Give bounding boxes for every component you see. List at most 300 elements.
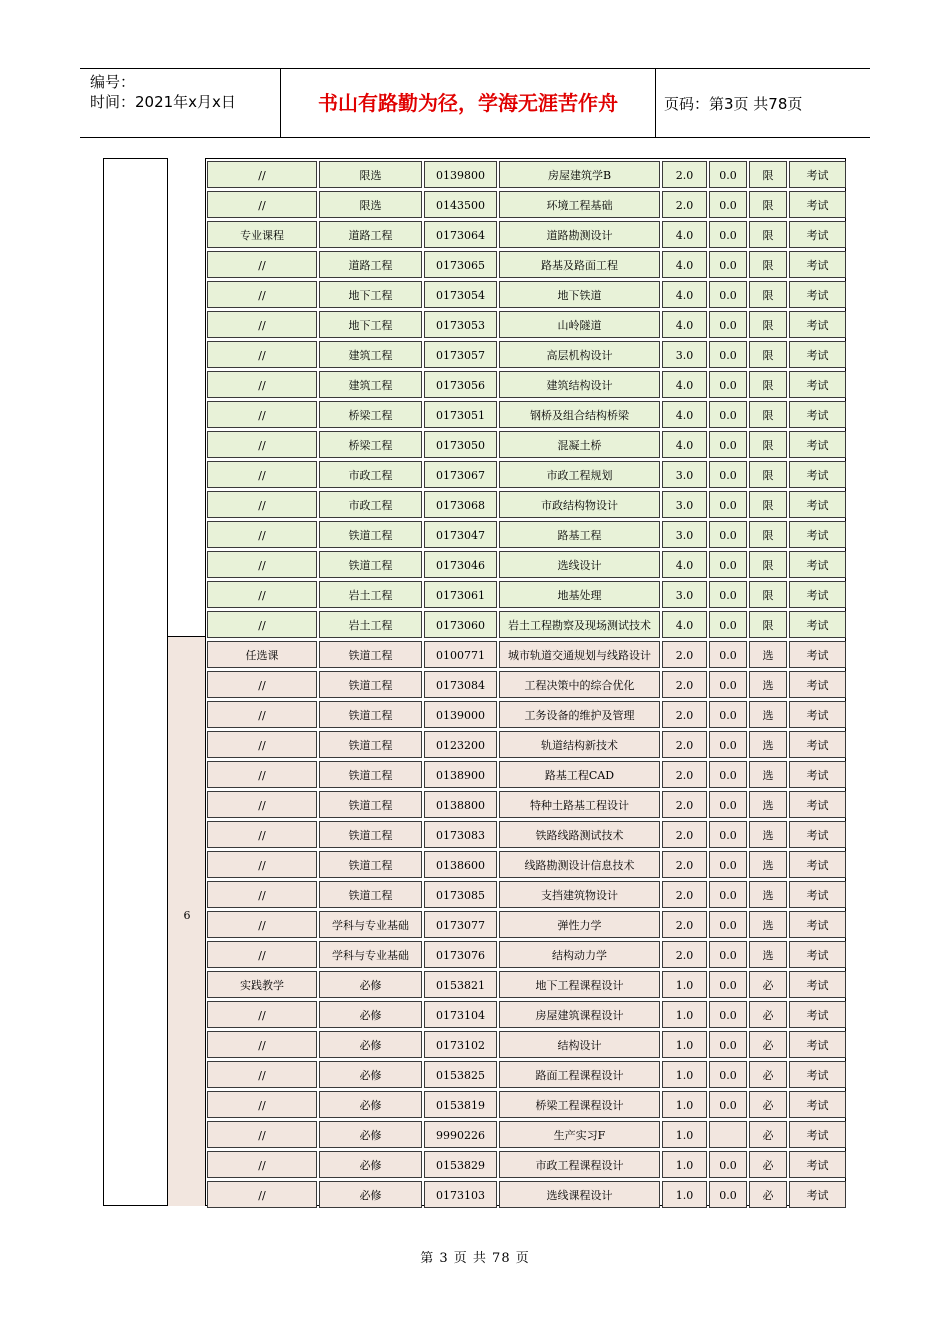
category-cell: // (207, 341, 317, 368)
table-row (206, 940, 846, 970)
course-type-cell: 选 (749, 821, 787, 848)
course-type-cell: 选 (749, 851, 787, 878)
course-code-cell: 0153829 (424, 1151, 497, 1178)
direction-cell: 铁道工程 (319, 791, 422, 818)
course-code-cell: 0173051 (424, 401, 497, 428)
extra-hours-cell: 0.0 (709, 311, 747, 338)
extra-hours-cell: 0.0 (709, 1181, 747, 1208)
table-row (206, 250, 846, 280)
table-row (206, 1120, 846, 1150)
direction-cell: 限选 (319, 191, 422, 218)
course-name-cell: 地下工程课程设计 (499, 971, 660, 998)
course-code-cell: 0138600 (424, 851, 497, 878)
direction-cell: 铁道工程 (319, 641, 422, 668)
category-cell: // (207, 1061, 317, 1088)
credit-cell: 2.0 (662, 881, 707, 908)
extra-hours-cell: 0.0 (709, 341, 747, 368)
credit-cell: 1.0 (662, 1181, 707, 1208)
course-type-cell: 选 (749, 761, 787, 788)
course-type-cell: 限 (749, 431, 787, 458)
table-row (206, 790, 846, 820)
extra-hours-cell: 0.0 (709, 671, 747, 698)
course-type-cell: 限 (749, 491, 787, 518)
credit-cell: 2.0 (662, 161, 707, 188)
header-divider (655, 69, 656, 137)
course-type-cell: 必 (749, 1061, 787, 1088)
course-name-cell: 市政工程规划 (499, 461, 660, 488)
course-type-cell: 选 (749, 791, 787, 818)
category-cell: // (207, 461, 317, 488)
header-motto: 书山有路勤为径，学海无涯苦作舟 (318, 91, 618, 115)
assessment-cell: 考试 (789, 461, 846, 488)
extra-hours-cell: 0.0 (709, 251, 747, 278)
assessment-cell: 考试 (789, 221, 846, 248)
table-row (206, 1150, 846, 1180)
table-row (206, 280, 846, 310)
table-row (206, 490, 846, 520)
course-type-cell: 选 (749, 881, 787, 908)
category-cell: // (207, 791, 317, 818)
table-row (206, 640, 846, 670)
page-footer: 第 3 页 共 78 页 (420, 1251, 530, 1266)
credit-cell: 4.0 (662, 281, 707, 308)
course-type-cell: 必 (749, 971, 787, 998)
category-cell: 实践教学 (207, 971, 317, 998)
course-type-cell: 必 (749, 1001, 787, 1028)
direction-cell: 必修 (319, 971, 422, 998)
category-cell: // (207, 611, 317, 638)
course-code-cell: 0139800 (424, 161, 497, 188)
course-name-cell: 道路勘测设计 (499, 221, 660, 248)
table-left-column (103, 158, 168, 1206)
course-name-cell: 轨道结构新技术 (499, 731, 660, 758)
table-row (206, 220, 846, 250)
course-code-cell: 0123200 (424, 731, 497, 758)
semester-number: 6 (183, 909, 191, 922)
direction-cell: 必修 (319, 1031, 422, 1058)
course-name-cell: 环境工程基础 (499, 191, 660, 218)
course-name-cell: 钢桥及组合结构桥梁 (499, 401, 660, 428)
category-cell: // (207, 371, 317, 398)
course-type-cell: 限 (749, 191, 787, 218)
table-row (206, 370, 846, 400)
assessment-cell: 考试 (789, 371, 846, 398)
category-cell: // (207, 1001, 317, 1028)
extra-hours-cell: 0.0 (709, 911, 747, 938)
table-row (206, 610, 846, 640)
direction-cell: 建筑工程 (319, 371, 422, 398)
category-cell: // (207, 311, 317, 338)
credit-cell: 4.0 (662, 311, 707, 338)
direction-cell: 学科与专业基础 (319, 911, 422, 938)
course-name-cell: 岩土工程勘察及现场测试技术 (499, 611, 660, 638)
table-row (206, 760, 846, 790)
credit-cell: 1.0 (662, 1151, 707, 1178)
credit-cell: 1.0 (662, 1031, 707, 1058)
course-name-cell: 线路勘测设计信息技术 (499, 851, 660, 878)
header-page-label: 页码：第3页 共78页 (664, 95, 803, 113)
credit-cell: 3.0 (662, 521, 707, 548)
direction-cell: 必修 (319, 1091, 422, 1118)
direction-cell: 铁道工程 (319, 551, 422, 578)
course-name-cell: 铁路线路测试技术 (499, 821, 660, 848)
table-row (206, 1000, 846, 1030)
course-name-cell: 桥梁工程课程设计 (499, 1091, 660, 1118)
category-cell: 专业课程 (207, 221, 317, 248)
course-type-cell: 限 (749, 611, 787, 638)
course-code-cell: 0139000 (424, 701, 497, 728)
course-name-cell: 弹性力学 (499, 911, 660, 938)
page-header (80, 68, 870, 138)
course-code-cell: 0173061 (424, 581, 497, 608)
assessment-cell: 考试 (789, 731, 846, 758)
course-name-cell: 结构动力学 (499, 941, 660, 968)
course-name-cell: 工务设备的维护及管理 (499, 701, 660, 728)
credit-cell: 2.0 (662, 671, 707, 698)
course-name-cell: 选线设计 (499, 551, 660, 578)
table-row (206, 400, 846, 430)
course-code-cell: 0153821 (424, 971, 497, 998)
number-label: 编号： (90, 73, 136, 91)
course-type-cell: 选 (749, 731, 787, 758)
category-cell: // (207, 1121, 317, 1148)
category-cell: // (207, 941, 317, 968)
assessment-cell: 考试 (789, 881, 846, 908)
category-cell: // (207, 1091, 317, 1118)
table-row (206, 1060, 846, 1090)
extra-hours-cell: 0.0 (709, 1031, 747, 1058)
category-cell: // (207, 701, 317, 728)
category-cell: // (207, 671, 317, 698)
assessment-cell: 考试 (789, 341, 846, 368)
direction-cell: 建筑工程 (319, 341, 422, 368)
assessment-cell: 考试 (789, 971, 846, 998)
course-type-cell: 必 (749, 1181, 787, 1208)
extra-hours-cell: 0.0 (709, 731, 747, 758)
course-code-cell: 0138900 (424, 761, 497, 788)
course-type-cell: 必 (749, 1151, 787, 1178)
credit-cell: 4.0 (662, 401, 707, 428)
table-row (206, 1180, 846, 1210)
credit-cell: 4.0 (662, 251, 707, 278)
direction-cell: 铁道工程 (319, 851, 422, 878)
assessment-cell: 考试 (789, 1121, 846, 1148)
course-name-cell: 高层机构设计 (499, 341, 660, 368)
credit-cell: 3.0 (662, 341, 707, 368)
extra-hours-cell: 0.0 (709, 581, 747, 608)
direction-cell: 岩土工程 (319, 611, 422, 638)
credit-cell: 1.0 (662, 1121, 707, 1148)
direction-cell: 市政工程 (319, 461, 422, 488)
extra-hours-cell: 0.0 (709, 881, 747, 908)
extra-hours-cell: 0.0 (709, 461, 747, 488)
course-type-cell: 限 (749, 161, 787, 188)
course-name-cell: 建筑结构设计 (499, 371, 660, 398)
course-table (206, 160, 846, 1210)
course-name-cell: 特种土路基工程设计 (499, 791, 660, 818)
course-type-cell: 限 (749, 521, 787, 548)
direction-cell: 必修 (319, 1061, 422, 1088)
course-code-cell: 0173054 (424, 281, 497, 308)
category-cell: // (207, 911, 317, 938)
credit-cell: 4.0 (662, 221, 707, 248)
category-cell: // (207, 761, 317, 788)
assessment-cell: 考试 (789, 1031, 846, 1058)
course-type-cell: 限 (749, 401, 787, 428)
extra-hours-cell: 0.0 (709, 281, 747, 308)
assessment-cell: 考试 (789, 1151, 846, 1178)
direction-cell: 桥梁工程 (319, 401, 422, 428)
credit-cell: 1.0 (662, 1091, 707, 1118)
table-row (206, 880, 846, 910)
course-code-cell: 0173084 (424, 671, 497, 698)
course-type-cell: 限 (749, 221, 787, 248)
credit-cell: 2.0 (662, 941, 707, 968)
assessment-cell: 考试 (789, 401, 846, 428)
time-label: 时间：2021年x月x日 (90, 93, 236, 111)
header-meta (80, 69, 280, 137)
course-type-cell: 限 (749, 551, 787, 578)
course-code-cell: 0173083 (424, 821, 497, 848)
table-row (206, 340, 846, 370)
category-cell: // (207, 581, 317, 608)
direction-cell: 铁道工程 (319, 881, 422, 908)
extra-hours-cell (709, 1121, 747, 1148)
course-name-cell: 生产实习F (499, 1121, 660, 1148)
course-name-cell: 市政结构物设计 (499, 491, 660, 518)
category-cell: // (207, 1151, 317, 1178)
course-code-cell: 0173103 (424, 1181, 497, 1208)
extra-hours-cell: 0.0 (709, 701, 747, 728)
direction-cell: 必修 (319, 1151, 422, 1178)
course-name-cell: 房屋建筑学B (499, 161, 660, 188)
course-code-cell: 0173050 (424, 431, 497, 458)
extra-hours-cell: 0.0 (709, 191, 747, 218)
extra-hours-cell: 0.0 (709, 1061, 747, 1088)
semester-column-upper (168, 158, 206, 637)
credit-cell: 4.0 (662, 551, 707, 578)
direction-cell: 地下工程 (319, 311, 422, 338)
assessment-cell: 考试 (789, 551, 846, 578)
course-code-cell: 0138800 (424, 791, 497, 818)
table-row (206, 520, 846, 550)
category-cell: // (207, 161, 317, 188)
table-row (206, 910, 846, 940)
credit-cell: 2.0 (662, 821, 707, 848)
extra-hours-cell: 0.0 (709, 401, 747, 428)
credit-cell: 2.0 (662, 731, 707, 758)
direction-cell: 铁道工程 (319, 701, 422, 728)
extra-hours-cell: 0.0 (709, 851, 747, 878)
table-row (206, 160, 846, 190)
course-code-cell: 0173076 (424, 941, 497, 968)
category-cell: // (207, 851, 317, 878)
table-row (206, 580, 846, 610)
assessment-cell: 考试 (789, 281, 846, 308)
course-name-cell: 路面工程课程设计 (499, 1061, 660, 1088)
course-type-cell: 必 (749, 1031, 787, 1058)
direction-cell: 岩土工程 (319, 581, 422, 608)
assessment-cell: 考试 (789, 161, 846, 188)
assessment-cell: 考试 (789, 941, 846, 968)
course-type-cell: 限 (749, 461, 787, 488)
extra-hours-cell: 0.0 (709, 491, 747, 518)
assessment-cell: 考试 (789, 311, 846, 338)
category-cell: // (207, 881, 317, 908)
course-name-cell: 混凝土桥 (499, 431, 660, 458)
category-cell: 任选课 (207, 641, 317, 668)
extra-hours-cell: 0.0 (709, 761, 747, 788)
credit-cell: 4.0 (662, 371, 707, 398)
table-row (206, 820, 846, 850)
table-row (206, 190, 846, 220)
credit-cell: 4.0 (662, 431, 707, 458)
table-row (206, 970, 846, 1000)
course-type-cell: 选 (749, 941, 787, 968)
course-type-cell: 限 (749, 281, 787, 308)
table-row (206, 310, 846, 340)
course-code-cell: 0173067 (424, 461, 497, 488)
course-type-cell: 必 (749, 1121, 787, 1148)
category-cell: // (207, 251, 317, 278)
course-type-cell: 选 (749, 911, 787, 938)
assessment-cell: 考试 (789, 491, 846, 518)
extra-hours-cell: 0.0 (709, 641, 747, 668)
course-code-cell: 0173077 (424, 911, 497, 938)
course-type-cell: 选 (749, 641, 787, 668)
credit-cell: 3.0 (662, 581, 707, 608)
direction-cell: 必修 (319, 1181, 422, 1208)
table-row (206, 1090, 846, 1120)
course-code-cell: 0173057 (424, 341, 497, 368)
course-type-cell: 限 (749, 311, 787, 338)
course-code-cell: 0173104 (424, 1001, 497, 1028)
course-code-cell: 0173085 (424, 881, 497, 908)
course-name-cell: 支挡建筑物设计 (499, 881, 660, 908)
course-code-cell: 9990226 (424, 1121, 497, 1148)
direction-cell: 铁道工程 (319, 521, 422, 548)
assessment-cell: 考试 (789, 521, 846, 548)
table-row (206, 730, 846, 760)
table-row (206, 550, 846, 580)
credit-cell: 3.0 (662, 491, 707, 518)
extra-hours-cell: 0.0 (709, 971, 747, 998)
category-cell: // (207, 731, 317, 758)
extra-hours-cell: 0.0 (709, 221, 747, 248)
assessment-cell: 考试 (789, 191, 846, 218)
credit-cell: 1.0 (662, 971, 707, 998)
course-name-cell: 结构设计 (499, 1031, 660, 1058)
course-name-cell: 城市轨道交通规划与线路设计 (499, 641, 660, 668)
category-cell: // (207, 191, 317, 218)
credit-cell: 2.0 (662, 641, 707, 668)
table-row (206, 700, 846, 730)
course-name-cell: 路基工程CAD (499, 761, 660, 788)
course-name-cell: 山岭隧道 (499, 311, 660, 338)
credit-cell: 3.0 (662, 461, 707, 488)
course-code-cell: 0173065 (424, 251, 497, 278)
assessment-cell: 考试 (789, 671, 846, 698)
credit-cell: 1.0 (662, 1001, 707, 1028)
extra-hours-cell: 0.0 (709, 1151, 747, 1178)
course-type-cell: 选 (749, 701, 787, 728)
direction-cell: 市政工程 (319, 491, 422, 518)
credit-cell: 2.0 (662, 191, 707, 218)
category-cell: // (207, 491, 317, 518)
course-code-cell: 0173053 (424, 311, 497, 338)
table-row (206, 850, 846, 880)
extra-hours-cell: 0.0 (709, 551, 747, 578)
course-code-cell: 0173047 (424, 521, 497, 548)
direction-cell: 必修 (319, 1121, 422, 1148)
table-row (206, 460, 846, 490)
assessment-cell: 考试 (789, 431, 846, 458)
course-code-cell: 0173064 (424, 221, 497, 248)
category-cell: // (207, 821, 317, 848)
credit-cell: 2.0 (662, 761, 707, 788)
extra-hours-cell: 0.0 (709, 1001, 747, 1028)
course-type-cell: 限 (749, 581, 787, 608)
course-type-cell: 限 (749, 371, 787, 398)
direction-cell: 必修 (319, 1001, 422, 1028)
table-row (206, 1030, 846, 1060)
course-name-cell: 房屋建筑课程设计 (499, 1001, 660, 1028)
extra-hours-cell: 0.0 (709, 371, 747, 398)
assessment-cell: 考试 (789, 611, 846, 638)
assessment-cell: 考试 (789, 641, 846, 668)
course-name-cell: 工程决策中的综合优化 (499, 671, 660, 698)
category-cell: // (207, 281, 317, 308)
credit-cell: 2.0 (662, 911, 707, 938)
course-code-cell: 0173102 (424, 1031, 497, 1058)
direction-cell: 限选 (319, 161, 422, 188)
direction-cell: 地下工程 (319, 281, 422, 308)
assessment-cell: 考试 (789, 1091, 846, 1118)
assessment-cell: 考试 (789, 1181, 846, 1208)
table-row (206, 670, 846, 700)
extra-hours-cell: 0.0 (709, 791, 747, 818)
assessment-cell: 考试 (789, 761, 846, 788)
course-name-cell: 地下铁道 (499, 281, 660, 308)
credit-cell: 4.0 (662, 611, 707, 638)
extra-hours-cell: 0.0 (709, 521, 747, 548)
extra-hours-cell: 0.0 (709, 941, 747, 968)
semester-column-lower (168, 637, 206, 1206)
credit-cell: 1.0 (662, 1061, 707, 1088)
extra-hours-cell: 0.0 (709, 161, 747, 188)
category-cell: // (207, 431, 317, 458)
credit-cell: 2.0 (662, 791, 707, 818)
assessment-cell: 考试 (789, 701, 846, 728)
assessment-cell: 考试 (789, 251, 846, 278)
extra-hours-cell: 0.0 (709, 1091, 747, 1118)
course-type-cell: 选 (749, 671, 787, 698)
assessment-cell: 考试 (789, 791, 846, 818)
course-code-cell: 0153819 (424, 1091, 497, 1118)
assessment-cell: 考试 (789, 911, 846, 938)
credit-cell: 2.0 (662, 701, 707, 728)
assessment-cell: 考试 (789, 581, 846, 608)
course-name-cell: 选线课程设计 (499, 1181, 660, 1208)
direction-cell: 道路工程 (319, 251, 422, 278)
course-name-cell: 路基工程 (499, 521, 660, 548)
extra-hours-cell: 0.0 (709, 431, 747, 458)
extra-hours-cell: 0.0 (709, 611, 747, 638)
course-code-cell: 0173060 (424, 611, 497, 638)
assessment-cell: 考试 (789, 1001, 846, 1028)
category-cell: // (207, 401, 317, 428)
direction-cell: 铁道工程 (319, 761, 422, 788)
